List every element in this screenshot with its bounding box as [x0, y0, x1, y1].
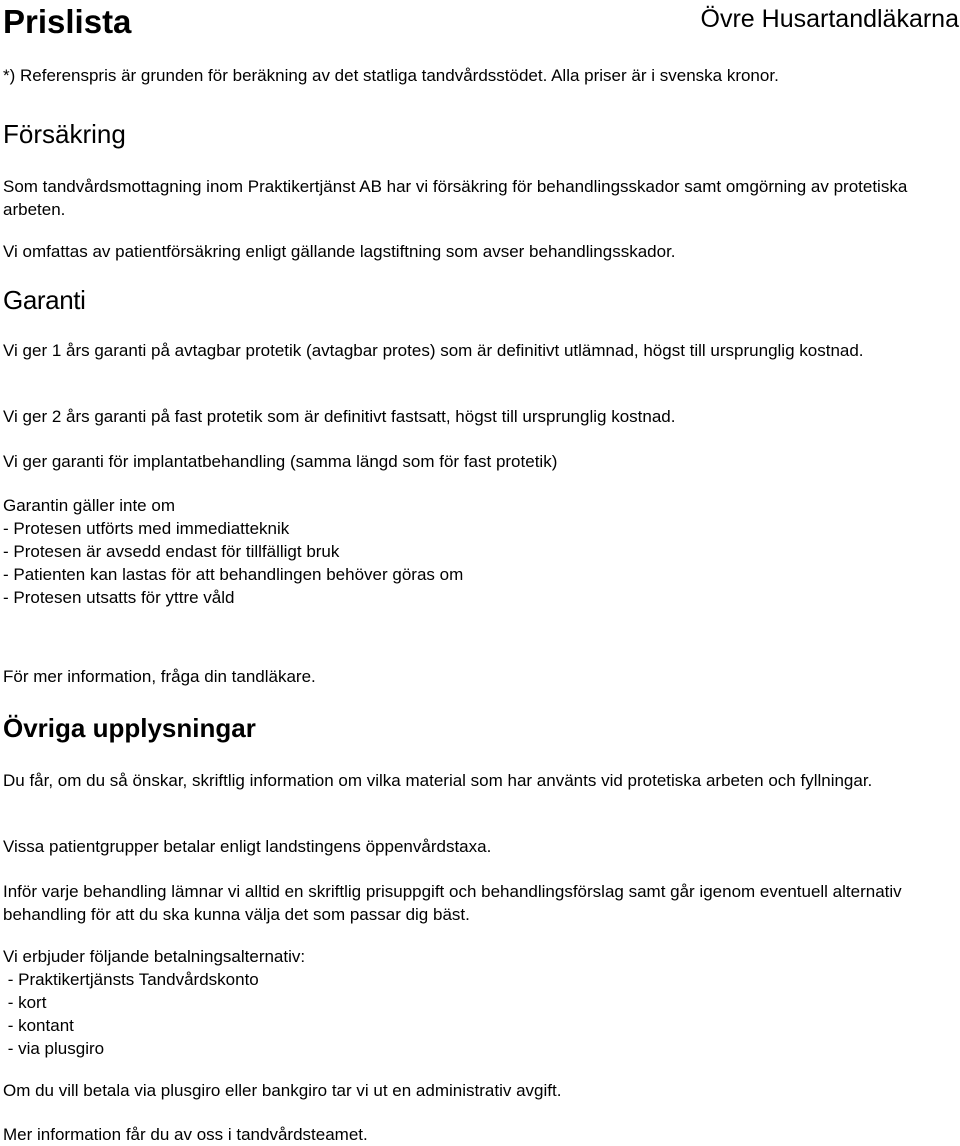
list-item: - via plusgiro — [3, 1039, 105, 1058]
section-heading-ovriga: Övriga upplysningar — [3, 713, 256, 743]
clinic-name: Övre Husartandläkarna — [700, 5, 959, 33]
reference-price-note: *) Referenspris är grunden för beräkning av det statliga tandvårdsstödet. Alla priser är i svenska kronor. — [3, 66, 779, 85]
page-header — [0, 0, 960, 46]
list-item: - kontant — [3, 1016, 74, 1035]
section-heading-garanti: Garanti — [3, 285, 86, 315]
garanti-exceptions — [3, 494, 953, 609]
ovriga-paragraph-3: Inför varje behandling lämnar vi alltid en skriftlig prisuppgift och behandlingsförslag samt går igenom eventuell alternativ behandling för att du ska kunna välja det som passar dig bäst. — [3, 882, 902, 924]
list-item: - Protesen utsatts för yttre våld — [3, 588, 235, 607]
ovriga-paragraph-5: Mer information får du av oss i tandvårdsteamet. — [3, 1125, 368, 1144]
payment-options — [3, 945, 953, 1060]
list-item: - Protesen är avsedd endast för tillfälligt bruk — [3, 542, 340, 561]
forsakring-paragraph-1: Som tandvårdsmottagning inom Praktikertjänst AB har vi försäkring för behandlingsskador samt omgörning av protetiska arbeten. — [3, 177, 908, 219]
ovriga-paragraph-2: Vissa patientgrupper betalar enligt landstingens öppenvårdstaxa. — [3, 837, 492, 856]
more-info-line: För mer information, fråga din tandläkare. — [3, 667, 316, 686]
ovriga-paragraph-4: Om du vill betala via plusgiro eller bankgiro tar vi ut en administrativ avgift. — [3, 1081, 562, 1100]
garanti-paragraph-2: Vi ger 2 års garanti på fast protetik som är definitivt fastsatt, högst till ursprunglig kostnad. — [3, 407, 676, 426]
garanti-exceptions-intro: Garantin gäller inte om — [3, 496, 175, 515]
forsakring-paragraph-2: Vi omfattas av patientförsäkring enligt gällande lagstiftning som avser behandlingsskador. — [3, 242, 676, 261]
garanti-paragraph-1: Vi ger 1 års garanti på avtagbar protetik (avtagbar protes) som är definitivt utlämnad, högst till ursprunglig kostnad. — [3, 341, 864, 360]
page-title: Prislista — [3, 3, 132, 40]
list-item: - Praktikertjänsts Tandvårdskonto — [3, 970, 259, 989]
ovriga-paragraph-1: Du får, om du så önskar, skriftlig information om vilka material som har använts vid protetiska arbeten och fyllningar. — [3, 771, 873, 790]
list-item: - Patienten kan lastas för att behandlingen behöver göras om — [3, 565, 464, 584]
payment-options-intro: Vi erbjuder följande betalningsalternativ: — [3, 947, 306, 966]
list-item: - Protesen utförts med immediatteknik — [3, 519, 290, 538]
garanti-paragraph-3: Vi ger garanti för implantatbehandling (samma längd som för fast protetik) — [3, 452, 558, 471]
section-heading-forsakring: Försäkring — [3, 119, 126, 149]
list-item: - kort — [3, 993, 47, 1012]
